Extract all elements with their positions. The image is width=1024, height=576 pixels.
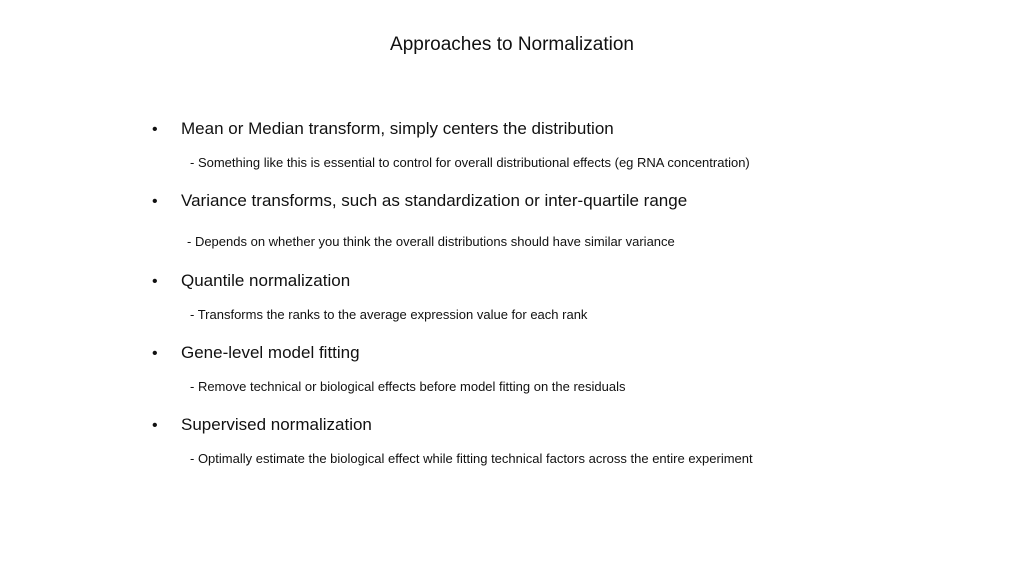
bullet-heading: Gene-level model fitting [181, 343, 360, 362]
bullet-item-supervised [152, 415, 372, 436]
bullet-heading: Quantile normalization [181, 271, 351, 290]
bullet-item-gene-level [152, 343, 360, 364]
bullet-heading: Mean or Median transform, simply centers the distribution [181, 119, 614, 138]
bullet-heading: Supervised normalization [181, 415, 372, 434]
slide-title: Approaches to Normalization [390, 34, 634, 55]
bullet-icon: • [152, 273, 158, 290]
bullet-item-quantile [152, 271, 350, 292]
bullet-detail: - Transforms the ranks to the average expression value for each rank [190, 307, 588, 322]
bullet-icon: • [152, 417, 158, 434]
bullet-icon: • [152, 121, 158, 138]
bullet-heading: Variance transforms, such as standardization or inter-quartile range [181, 191, 688, 210]
bullet-detail: - Something like this is essential to control for overall distributional effects (eg RNA concentration) [190, 155, 750, 170]
bullet-item-variance [152, 191, 687, 212]
bullet-icon: • [152, 193, 158, 210]
bullet-detail: - Optimally estimate the biological effect while fitting technical factors across the entire experiment [190, 451, 753, 466]
bullet-detail: - Remove technical or biological effects before model fitting on the residuals [190, 379, 626, 394]
bullet-detail: - Depends on whether you think the overall distributions should have similar variance [187, 234, 675, 249]
bullet-item-mean-median [152, 119, 614, 140]
bullet-icon: • [152, 345, 158, 362]
